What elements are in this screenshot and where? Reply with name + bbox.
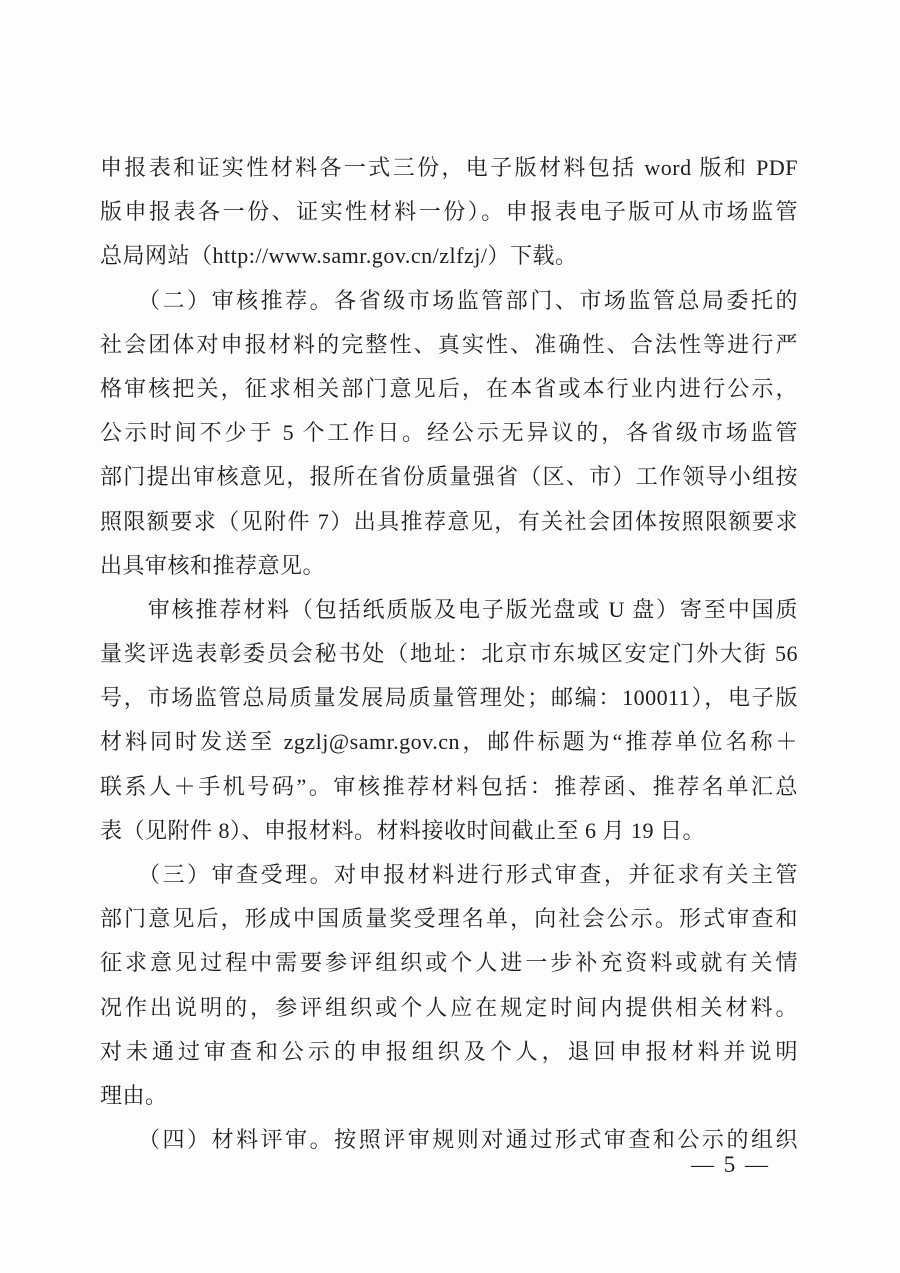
page-number: — 5 — [691, 1152, 770, 1177]
text-line: 材料同时发送至 zgzlj@samr.gov.cn，邮件标题为“推荐单位名称＋ [100, 729, 798, 755]
text-line: 联系人＋手机号码”。审核推荐材料包括：推荐函、推荐名单汇总 [100, 773, 798, 799]
text-line: 理由。 [100, 1082, 168, 1108]
text-line: 表（见附件 8）、申报材料。材料接收时间截止至 6 月 19 日。 [100, 817, 706, 843]
text-line: 量奖评选表彰委员会秘书处（地址：北京市东城区安定门外大街 56 [100, 641, 798, 667]
text-line: 部门提出审核意见，报所在省份质量强省（区、市）工作领导小组按 [100, 464, 798, 490]
text-line: 格审核把关，征求相关部门意见后，在本省或本行业内进行公示， [100, 375, 798, 401]
text-line: 况作出说明的，参评组织或个人应在规定时间内提供相关材料。 [100, 994, 798, 1020]
text-line: 号，市场监管总局质量发展局质量管理处；邮编：100011），电子版 [100, 685, 798, 711]
document-body [100, 146, 798, 1162]
text-line: 照限额要求（见附件 7）出具推荐意见，有关社会团体按照限额要求 [100, 508, 798, 534]
text-line: （四）材料评审。按照评审规则对通过形式审查和公示的组织 [100, 1127, 798, 1153]
text-line: 对未通过审查和公示的申报组织及个人，退回申报材料并说明 [100, 1038, 798, 1064]
text-line: （二）审核推荐。各省级市场监管部门、市场监管总局委托的 [100, 287, 798, 313]
text-line: 申报表和证实性材料各一式三份，电子版材料包括 word 版和 PDF [100, 155, 798, 180]
text-line: 部门意见后，形成中国质量奖受理名单，向社会公示。形式审查和 [100, 906, 798, 932]
text-line: 版申报表各一份、证实性材料一份）。申报表电子版可从市场监管 [100, 199, 798, 225]
text-line: 征求意见过程中需要参评组织或个人进一步补充资料或就有关情 [100, 950, 798, 976]
text-line: 审核推荐材料（包括纸质版及电子版光盘或 U 盘）寄至中国质 [100, 596, 798, 622]
text-line: 公示时间不少于 5 个工作日。经公示无异议的，各省级市场监管 [100, 420, 798, 446]
text-line: 总局网站（http://www.samr.gov.cn/zlfzj/）下载。 [100, 243, 578, 269]
text-line: （三）审查受理。对申报材料进行形式审查，并征求有关主管 [100, 862, 798, 887]
text-line: 社会团体对申报材料的完整性、真实性、准确性、合法性等进行严 [100, 331, 798, 357]
text-line: 出具审核和推荐意见。 [100, 552, 326, 578]
